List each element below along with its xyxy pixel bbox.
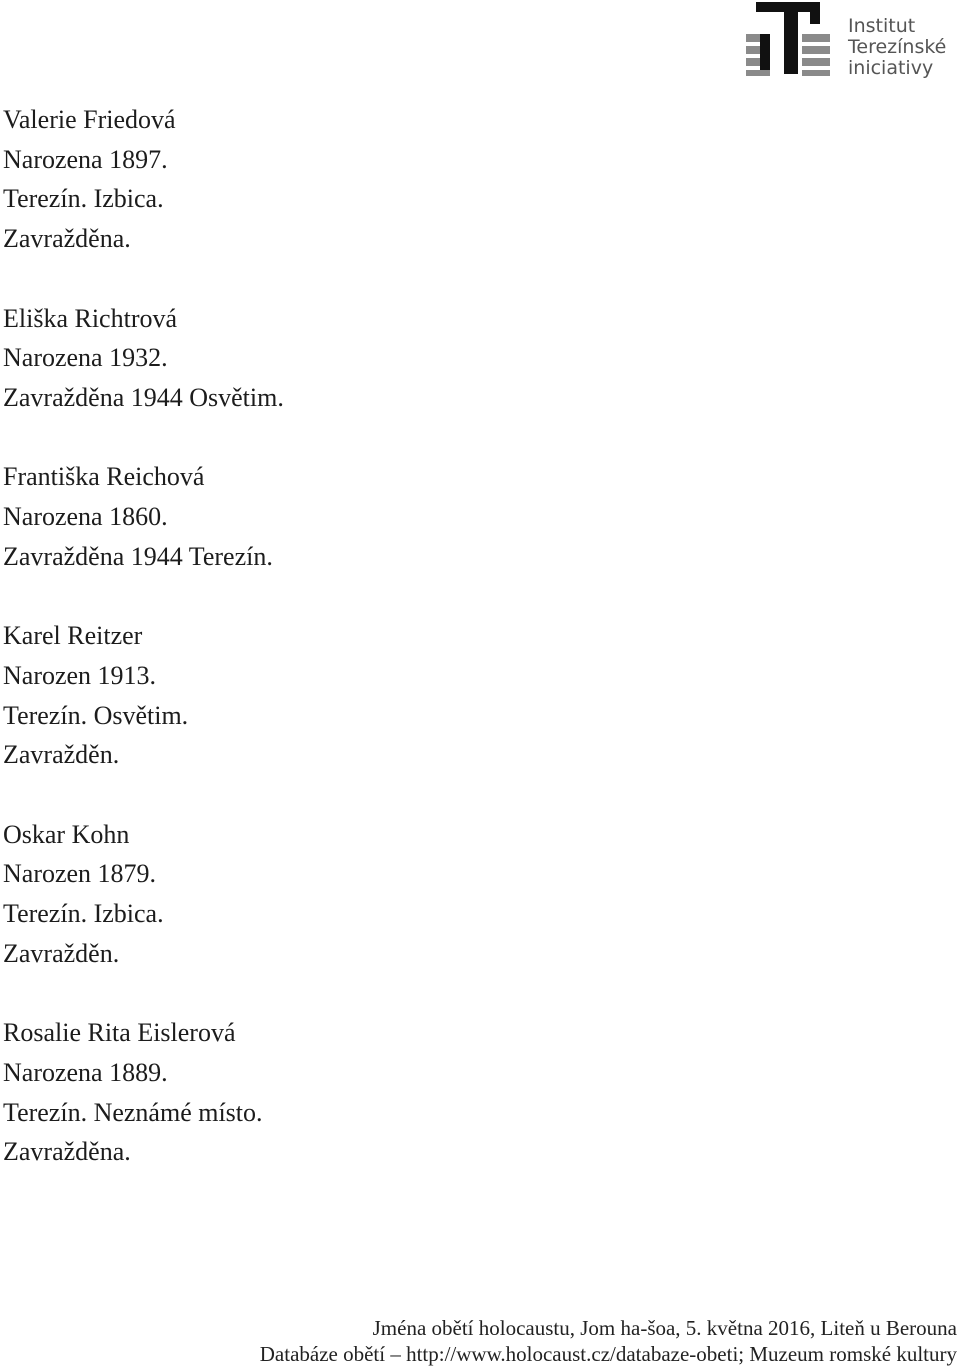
victim-name: Rosalie Rita Eislerová (3, 1018, 236, 1048)
victim-detail: Terezín. Neznámé místo. (3, 1097, 263, 1127)
victim-detail: Narozena 1860. (3, 502, 168, 531)
victim-detail: Narozen 1879. (3, 859, 157, 889)
logo-line: Institut (848, 15, 916, 37)
victim-record (3, 299, 284, 418)
victim-record (3, 100, 284, 259)
footer-event-line: Jména obětí holocaustu, Jom ha-šoa, 5. května 2016, Liteň u Berouna (372, 1316, 957, 1340)
victim-detail: Terezín. Osvětim. (3, 700, 189, 730)
logo-mark-icon (744, 0, 834, 80)
victim-detail: Narozena 1932. (3, 343, 168, 373)
victim-record (3, 1013, 284, 1172)
page-footer (260, 1315, 957, 1367)
victim-detail: Narozena 1897. (3, 144, 168, 174)
victim-detail: Zavražděn. (3, 740, 120, 770)
footer-source-line: Databáze obětí – http://www.holocaust.cz/databaze-obeti; Muzeum romské kultury (259, 1342, 957, 1366)
victim-detail: Zavražděna. (3, 224, 131, 254)
victim-detail: Terezín. Izbica. (3, 899, 164, 928)
logo-line: Terezínské (848, 36, 947, 58)
institute-logo (744, 0, 960, 80)
victim-records (3, 100, 284, 1212)
victim-detail: Zavražděna 1944 Osvětim. (3, 382, 284, 412)
victim-detail: Zavražděna 1944 Terezín. (3, 541, 273, 571)
victim-detail: Terezín. Izbica. (3, 184, 164, 214)
victim-name: Eliška Richtrová (3, 303, 178, 333)
victim-record (3, 616, 284, 775)
logo-line: iniciativy (848, 57, 934, 79)
victim-detail: Zavražděn. (3, 938, 120, 968)
victim-record (3, 457, 284, 576)
victim-name: Karel Reitzer (3, 621, 143, 651)
victim-name: Františka Reichová (3, 462, 205, 492)
logo-text (848, 16, 946, 79)
victim-name: Valerie Friedová (3, 105, 176, 134)
victim-record (3, 815, 284, 974)
victim-detail: Zavražděna. (3, 1137, 131, 1167)
victim-detail: Narozena 1889. (3, 1057, 168, 1087)
victim-detail: Narozen 1913. (3, 660, 157, 690)
victim-name: Oskar Kohn (3, 819, 130, 849)
